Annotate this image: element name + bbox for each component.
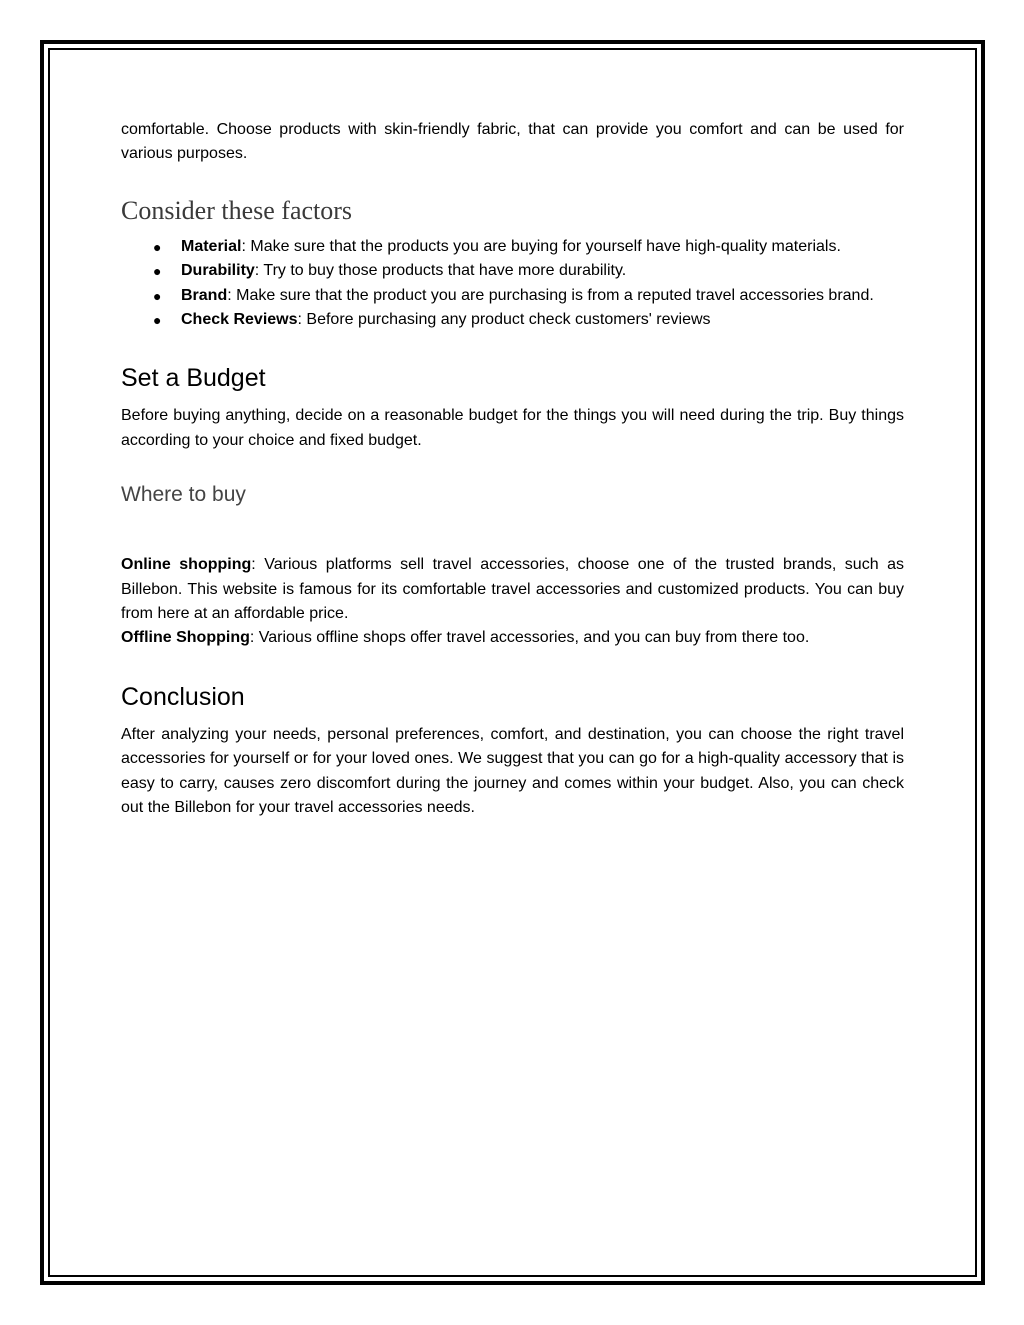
list-item <box>121 259 904 283</box>
list-item <box>121 235 904 259</box>
document-body <box>121 118 904 821</box>
factor-term: Check Reviews <box>181 311 298 329</box>
budget-heading: Set a Budget <box>121 364 266 393</box>
factors-heading: Consider these factors <box>121 195 353 225</box>
where-to-buy-heading: Where to buy <box>121 483 246 507</box>
offline-shopping-paragraph <box>121 626 904 650</box>
offline-shopping-term: Offline Shopping <box>121 629 250 647</box>
conclusion-paragraph: After analyzing your needs, personal preferences, comfort, and destination, you can choose the right travel accessories for yourself or for your loved ones. We suggest that you can go for a high-quality accessory that is easy to carry, causes zero discomfort during the journey and comes within your budget. Also, you can check out the Billebon for your travel accessories needs. <box>121 725 904 817</box>
online-shopping-paragraph <box>121 553 904 626</box>
factors-list <box>121 235 904 333</box>
intro-paragraph: comfortable. Choose products with skin-friendly fabric, that can provide you comfort and can be used for various purposes. <box>121 121 904 163</box>
factor-desc: : Try to buy those products that have more durability. <box>254 262 627 280</box>
bullet-icon: ● <box>153 238 162 255</box>
factor-desc: : Make sure that the products you are buying for yourself have high-quality materials. <box>241 237 841 255</box>
online-shopping-desc: : Various platforms sell travel accessories, choose one of the trusted brands, such as Billebon. This website is famous for its comfortable travel accessories and customized products. You can buy from here at an affordable price. <box>121 556 905 623</box>
online-shopping-term: Online shopping <box>121 556 252 574</box>
bullet-icon: ● <box>153 312 162 329</box>
offline-shopping-desc: : Various offline shops offer travel accessories, and you can buy from there too. <box>249 629 810 647</box>
factor-term: Brand <box>181 286 228 304</box>
budget-paragraph: Before buying anything, decide on a reasonable budget for the things you will need during the trip. Buy things according to your choice and fixed budget. <box>121 407 904 449</box>
bullet-icon: ● <box>153 287 162 304</box>
factor-desc: : Make sure that the product you are purchasing is from a reputed travel accessories brand. <box>227 286 874 304</box>
list-item <box>121 284 904 308</box>
bullet-icon: ● <box>153 263 162 280</box>
list-item <box>121 308 904 332</box>
conclusion-heading: Conclusion <box>121 682 245 711</box>
factor-term: Durability <box>181 262 255 280</box>
factor-desc: : Before purchasing any product check customers' reviews <box>297 311 711 329</box>
factor-term: Material <box>181 237 242 255</box>
